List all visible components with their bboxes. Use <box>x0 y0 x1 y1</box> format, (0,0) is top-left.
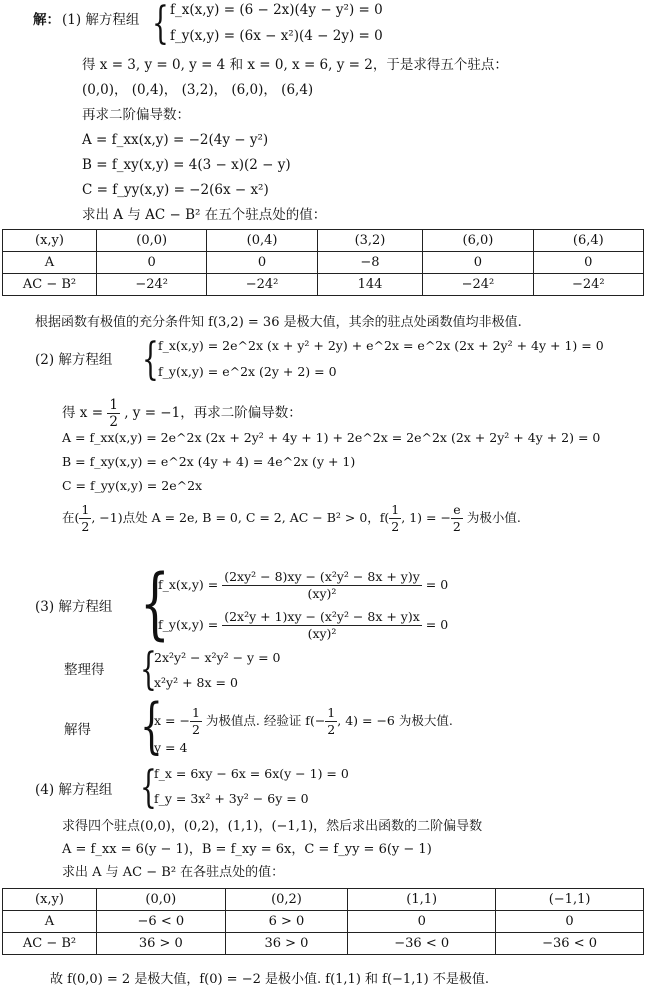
p2-line1-end: , y = −1，再求二阶偏导数： <box>124 405 302 421</box>
brace-6: { <box>140 762 157 813</box>
table-row <box>3 252 644 274</box>
table-1 <box>2 229 644 296</box>
part1-label: (1) 解方程组 <box>62 12 140 28</box>
p4-line3: 求出 A 与 AC − B² 在各驻点处的值： <box>62 865 285 880</box>
p3-sol1-b: 为极值点. 经验证 f(− <box>205 713 326 728</box>
p4-eq2: f_y = 3x² + 3y² − 6y = 0 <box>154 791 309 806</box>
table-cell: 0 <box>97 252 207 274</box>
frac-num: 1 <box>391 502 400 517</box>
frac-num: 1 <box>109 397 118 413</box>
p2-line5-c: , 1) = − <box>401 510 451 525</box>
solution-label: 解： <box>33 12 60 28</box>
brace-1: { <box>152 0 169 49</box>
frac-den: 2 <box>452 519 461 534</box>
table-cell: (1,1) <box>348 889 496 911</box>
p2-eq2: f_y(x,y) = e^2x (2y + 2) = 0 <box>158 364 337 379</box>
p2-line5-d: 为极小值. <box>466 510 521 525</box>
frac-den: 2 <box>391 519 400 534</box>
frac-num: 1 <box>81 502 90 517</box>
p2-line2: A = f_xx(x,y) = 2e^2x (2x + 2y² + 4y + 1) + 2e^2x = 2e^2x (2x + 2y² + 4y + 2) = 0 <box>62 430 601 445</box>
frac-den: 2 <box>81 519 90 534</box>
frac-num: (2x²y + 1)xy − (x²y² − 8x + y)x <box>224 609 420 624</box>
table-cell: 36 > 0 <box>225 933 348 955</box>
p2-line1-start: 得 x = <box>62 405 104 421</box>
p3-eq2 <box>158 608 448 642</box>
table-row <box>3 230 644 252</box>
fraction-half <box>107 397 120 430</box>
brace-5: { <box>140 691 163 761</box>
frac-num: (2xy² − 8)xy − (x²y² − 8x + y)y <box>224 569 420 584</box>
frac-num: 1 <box>191 705 200 720</box>
p2-line5 <box>62 500 521 536</box>
table-cell: (3,2) <box>317 230 423 252</box>
table-cell: (0,0) <box>97 230 207 252</box>
table-cell: −24² <box>97 274 207 296</box>
table-cell: −24² <box>533 274 643 296</box>
p3-sol1 <box>154 703 453 739</box>
p3-eq1-rhs: = 0 <box>425 577 449 592</box>
p2-line3: B = f_xy(x,y) = e^2x (4y + 4) = 4e^2x (y + 1) <box>62 454 356 469</box>
table-cell: (x,y) <box>3 230 97 252</box>
part4-label: (4) 解方程组 <box>35 782 113 798</box>
part2-label: (2) 解方程组 <box>35 352 113 368</box>
table-2 <box>2 888 644 955</box>
table-cell: 0 <box>207 252 317 274</box>
p4-eq1: f_x = 6xy − 6x = 6x(y − 1) = 0 <box>154 766 349 781</box>
table-row <box>3 911 644 933</box>
p3-eq1-frac <box>222 569 422 602</box>
table-row <box>3 274 644 296</box>
p4-conclusion: 故 f(0,0) = 2 是极大值，f(0) = −2 是极小值. f(1,1) 和 f(−1,1) 不是极值. <box>50 972 489 987</box>
p1-line7: 求出 A 与 AC − B² 在五个驻点处的值： <box>82 207 327 223</box>
p1-line2: (0,0)， (0,4)， (3,2)， (6,0)， (6,4) <box>82 82 314 98</box>
p2-line4: C = f_yy(x,y) = 2e^2x <box>62 478 203 493</box>
frac-num: 1 <box>327 705 336 720</box>
p3-eq2-frac <box>222 609 422 642</box>
p2-line5-b: , −1)点处 A = 2e, B = 0, C = 2, AC − B² > 0，f( <box>91 510 390 525</box>
frac-den: 2 <box>327 722 336 737</box>
p1-line1: 得 x = 3, y = 0, y = 4 和 x = 0, x = 6, y = 2，于是求得五个驻点： <box>82 57 508 73</box>
brace-3: { <box>140 559 170 649</box>
table-cell: 0 <box>348 911 496 933</box>
brace-4: { <box>140 644 157 695</box>
table-cell: −24² <box>207 274 317 296</box>
table-cell: 0 <box>496 911 644 933</box>
table-cell: 144 <box>317 274 423 296</box>
table-cell: A <box>3 252 97 274</box>
table-row <box>3 889 644 911</box>
p3-solve-label: 解得 <box>64 722 91 738</box>
p1-eq2: f_y(x,y) = (6x − x²)(4 − 2y) = 0 <box>170 28 383 44</box>
fraction-e-half <box>451 502 463 535</box>
frac-den: 2 <box>109 414 118 430</box>
table-cell: AC − B² <box>3 933 97 955</box>
p1-line6: C = f_yy(x,y) = −2(6x − x²) <box>82 182 269 198</box>
table-cell: (0,0) <box>97 889 226 911</box>
p3-eq2-rhs: = 0 <box>425 617 449 632</box>
table-row <box>3 933 644 955</box>
p3-eq2-lhs: f_y(x,y) = <box>158 617 219 632</box>
table-cell: AC − B² <box>3 274 97 296</box>
p3-sol2: y = 4 <box>154 740 188 755</box>
p1-line5: B = f_xy(x,y) = 4(3 − x)(2 − y) <box>82 157 291 173</box>
table-cell: A <box>3 911 97 933</box>
fraction-half <box>79 502 91 535</box>
part3-label: (3) 解方程组 <box>35 599 113 615</box>
p3-eq1 <box>158 568 448 602</box>
p2-eq1: f_x(x,y) = 2e^2x (x + y² + 2y) + e^2x = e^2x (2x + 2y² + 4y + 1) = 0 <box>158 338 604 353</box>
fraction-half <box>325 705 337 738</box>
table-cell: (6,4) <box>533 230 643 252</box>
table-cell: 6 > 0 <box>225 911 348 933</box>
table-cell: (0,2) <box>225 889 348 911</box>
p3-simp2: x²y² + 8x = 0 <box>154 675 238 690</box>
p3-sol1-c: , 4) = −6 为极大值. <box>337 713 453 728</box>
p2-line1 <box>62 395 302 431</box>
p3-sol1-a: x = − <box>154 713 190 728</box>
p1-line4: A = f_xx(x,y) = −2(4y − y²) <box>82 132 269 148</box>
table-cell: (x,y) <box>3 889 97 911</box>
table-cell: −8 <box>317 252 423 274</box>
p3-simp1: 2x²y² − x²y² − y = 0 <box>154 650 281 665</box>
frac-num: e <box>451 502 463 519</box>
p1-conclusion: 根据函数有极值的充分条件知 f(3,2) = 36 是极大值，其余的驻点处函数值均非极值. <box>35 315 522 330</box>
frac-den: 2 <box>191 722 200 737</box>
p3-eq1-lhs: f_x(x,y) = <box>158 577 219 592</box>
frac-den: (xy)² <box>307 626 337 641</box>
p4-line2: A = f_xx = 6(y − 1)，B = f_xy = 6x，C = f_yy = 6(y − 1) <box>62 842 432 857</box>
frac-den: (xy)² <box>307 586 337 601</box>
table-cell: 0 <box>533 252 643 274</box>
table-cell: −36 < 0 <box>348 933 496 955</box>
table-cell: 36 > 0 <box>97 933 226 955</box>
p2-line5-a: 在( <box>62 510 80 525</box>
fraction-half <box>190 705 202 738</box>
table-cell: 0 <box>423 252 533 274</box>
p4-line1: 求得四个驻点(0,0)，(0,2)，(1,1)，(−1,1)，然后求出函数的二阶偏导数 <box>62 819 483 834</box>
table-cell: −36 < 0 <box>496 933 644 955</box>
p3-simplify-label: 整理得 <box>64 662 105 678</box>
table-cell: (−1,1) <box>496 889 644 911</box>
table-cell: (6,0) <box>423 230 533 252</box>
table-cell: (0,4) <box>207 230 317 252</box>
fraction-half <box>389 502 401 535</box>
p1-eq1: f_x(x,y) = (6 − 2x)(4y − y²) = 0 <box>170 2 383 18</box>
table-cell: −6 < 0 <box>97 911 226 933</box>
p1-line3: 再求二阶偏导数： <box>82 107 190 123</box>
table-cell: −24² <box>423 274 533 296</box>
brace-2: { <box>142 334 159 385</box>
